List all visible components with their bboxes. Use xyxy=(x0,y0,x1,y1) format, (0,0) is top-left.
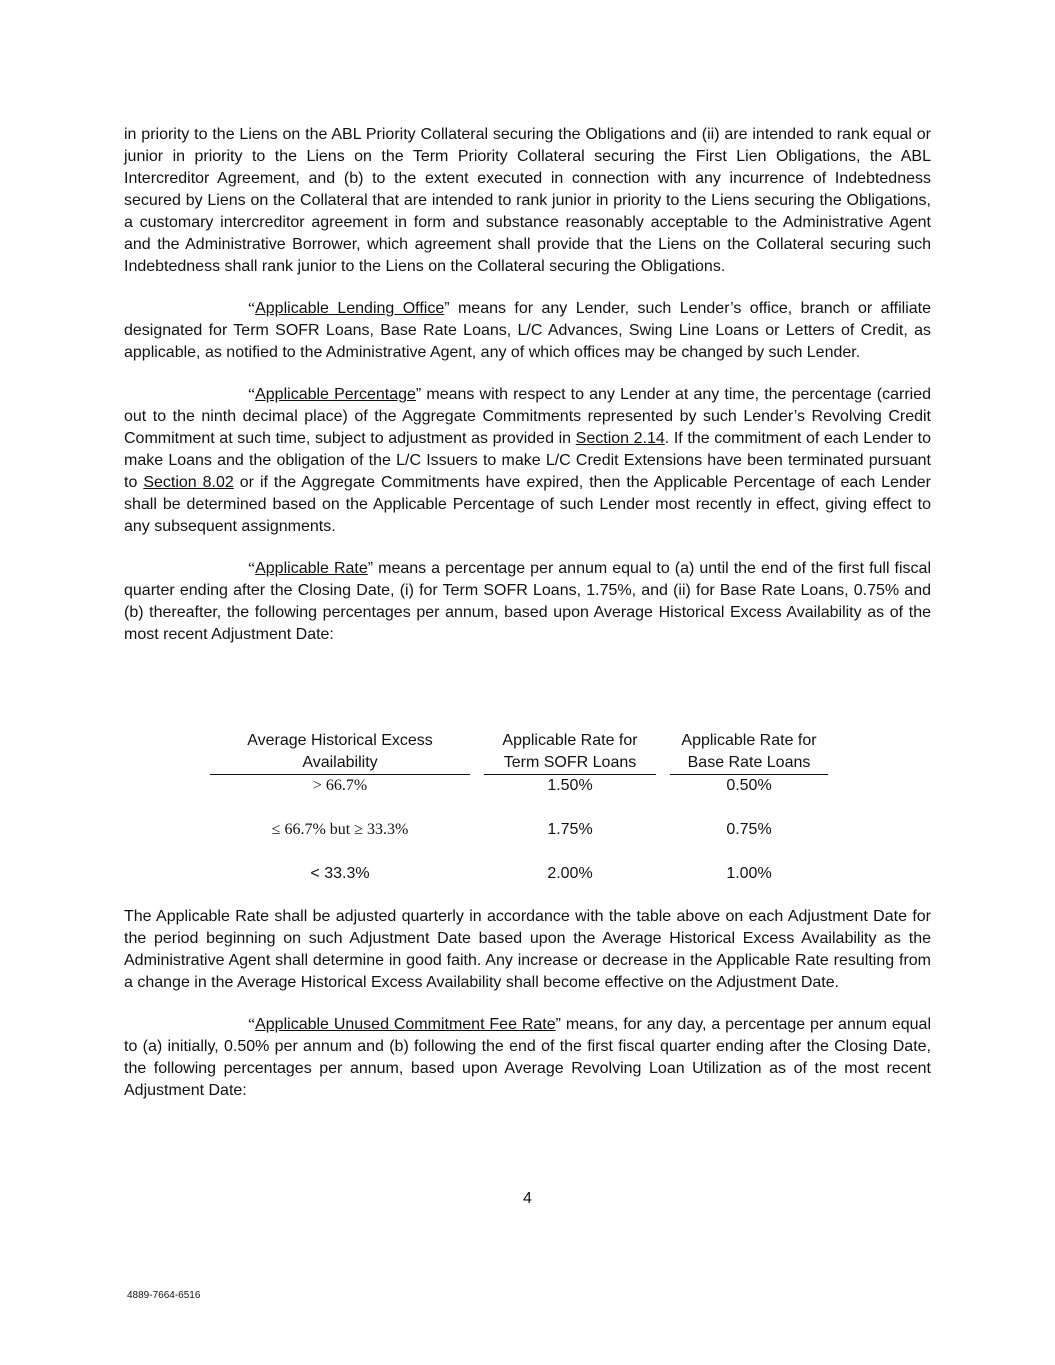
table-header: Applicable Rate for Base Rate Loans xyxy=(670,730,828,775)
defined-term: Applicable Percentage xyxy=(255,386,416,403)
table-row: > 66.7% 1.50% 0.50% xyxy=(312,777,772,794)
defined-term: Applicable Lending Office xyxy=(255,300,445,317)
table-header: Average Historical Excess Availability xyxy=(210,730,470,775)
definition-unused-commitment-fee-rate: “Applicable Unused Commitment Fee Rate” means, for any day, a percentage per annum equal to (a) initially, 0.50% per annum and (b) following the end of the first fiscal quarter ending after the Closing Date, the following percentages per annum, based upon Average Revolving Loan Utilization as of the most recent Adjustment Date: xyxy=(124,1016,931,1099)
paragraph-adjustment: The Applicable Rate shall be adjusted quarterly in accordance with the table above on each Adjustment Date for the period beginning on such Adjustment Date based upon the Average Historical Excess Availability as the Administrative Agent shall determine in good faith. Any increase or decrease in the Applicable Rate resulting from a change in the Average Historical Excess Availability shall become effective on the Adjustment Date. xyxy=(124,908,931,991)
table-row: ≤ 66.7% but ≥ 33.3% 1.75% 0.75% xyxy=(271,821,772,838)
table-header: Applicable Rate for Term SOFR Loans xyxy=(484,730,656,775)
page-number: 4 xyxy=(523,1190,532,1207)
paragraph-continuation: in priority to the Liens on the ABL Priority Collateral securing the Obligations and (ii) are intended to rank equal or junior in priority to the Liens on the Term Priority Collateral securing the First Lien Obligations, the ABL Intercreditor Agreement, and (b) to the extent executed in connection with any incurrence of Indebtedness secured by Liens on the Collateral that are intended to rank junior in priority to the Liens securing the Obligations, a customary intercreditor agreement in form and substance reasonably acceptable to the Administrative Agent and the Administrative Borrower, which agreement shall provide that the Liens on the Collateral securing such Indebtedness shall rank junior to the Liens on the Collateral securing the Obligations. xyxy=(124,126,931,275)
defined-term: Applicable Unused Commitment Fee Rate xyxy=(255,1016,556,1033)
document-id: 4889-7664-6516 xyxy=(127,1290,201,1301)
definition-applicable-rate: “Applicable Rate” means a percentage per annum equal to (a) until the end of the first full fiscal quarter ending after the Closing Date, (i) for Term SOFR Loans, 1.75%, and (ii) for Base Rate Loans, 0.75% and (b) thereafter, the following percentages per annum, based upon Average Historical Excess Availability as of the most recent Adjustment Date: xyxy=(124,560,931,643)
section-reference: Section 2.14 xyxy=(575,430,665,447)
section-reference: Section 8.02 xyxy=(143,474,234,491)
defined-term: Applicable Rate xyxy=(255,560,368,577)
definition-applicable-lending-office: “Applicable Lending Office” means for any Lender, such Lender’s office, branch or affiliate designated for Term SOFR Loans, Base Rate Loans, L/C Advances, Swing Line Loans or Letters of Credit, as applicable, as notified to the Administrative Agent, any of which offices may be changed by such Lender. xyxy=(124,300,931,361)
definition-applicable-percentage: “Applicable Percentage” means with respect to any Lender at any time, the percentage (carried out to the ninth decimal place) of the Aggregate Commitments represented by such Lender’s Revolving Credit Commitment at such time, subject to adjustment as provided in Section 2.14. If the commitment of each Lender to make Loans and the obligation of the L/C Issuers to make L/C Credit Extensions have been terminated pursuant to Section 8.02 or if the Aggregate Commitments have expired, then the Applicable Percentage of each Lender shall be determined based on the Applicable Percentage of such Lender most recently in effect, giving effect to any subsequent assignments. xyxy=(124,386,932,535)
applicable-rate-table xyxy=(196,730,842,907)
document-body-continued xyxy=(124,906,931,1122)
document-body xyxy=(124,124,931,666)
table-row: < 33.3% 2.00% 1.00% xyxy=(310,865,772,882)
